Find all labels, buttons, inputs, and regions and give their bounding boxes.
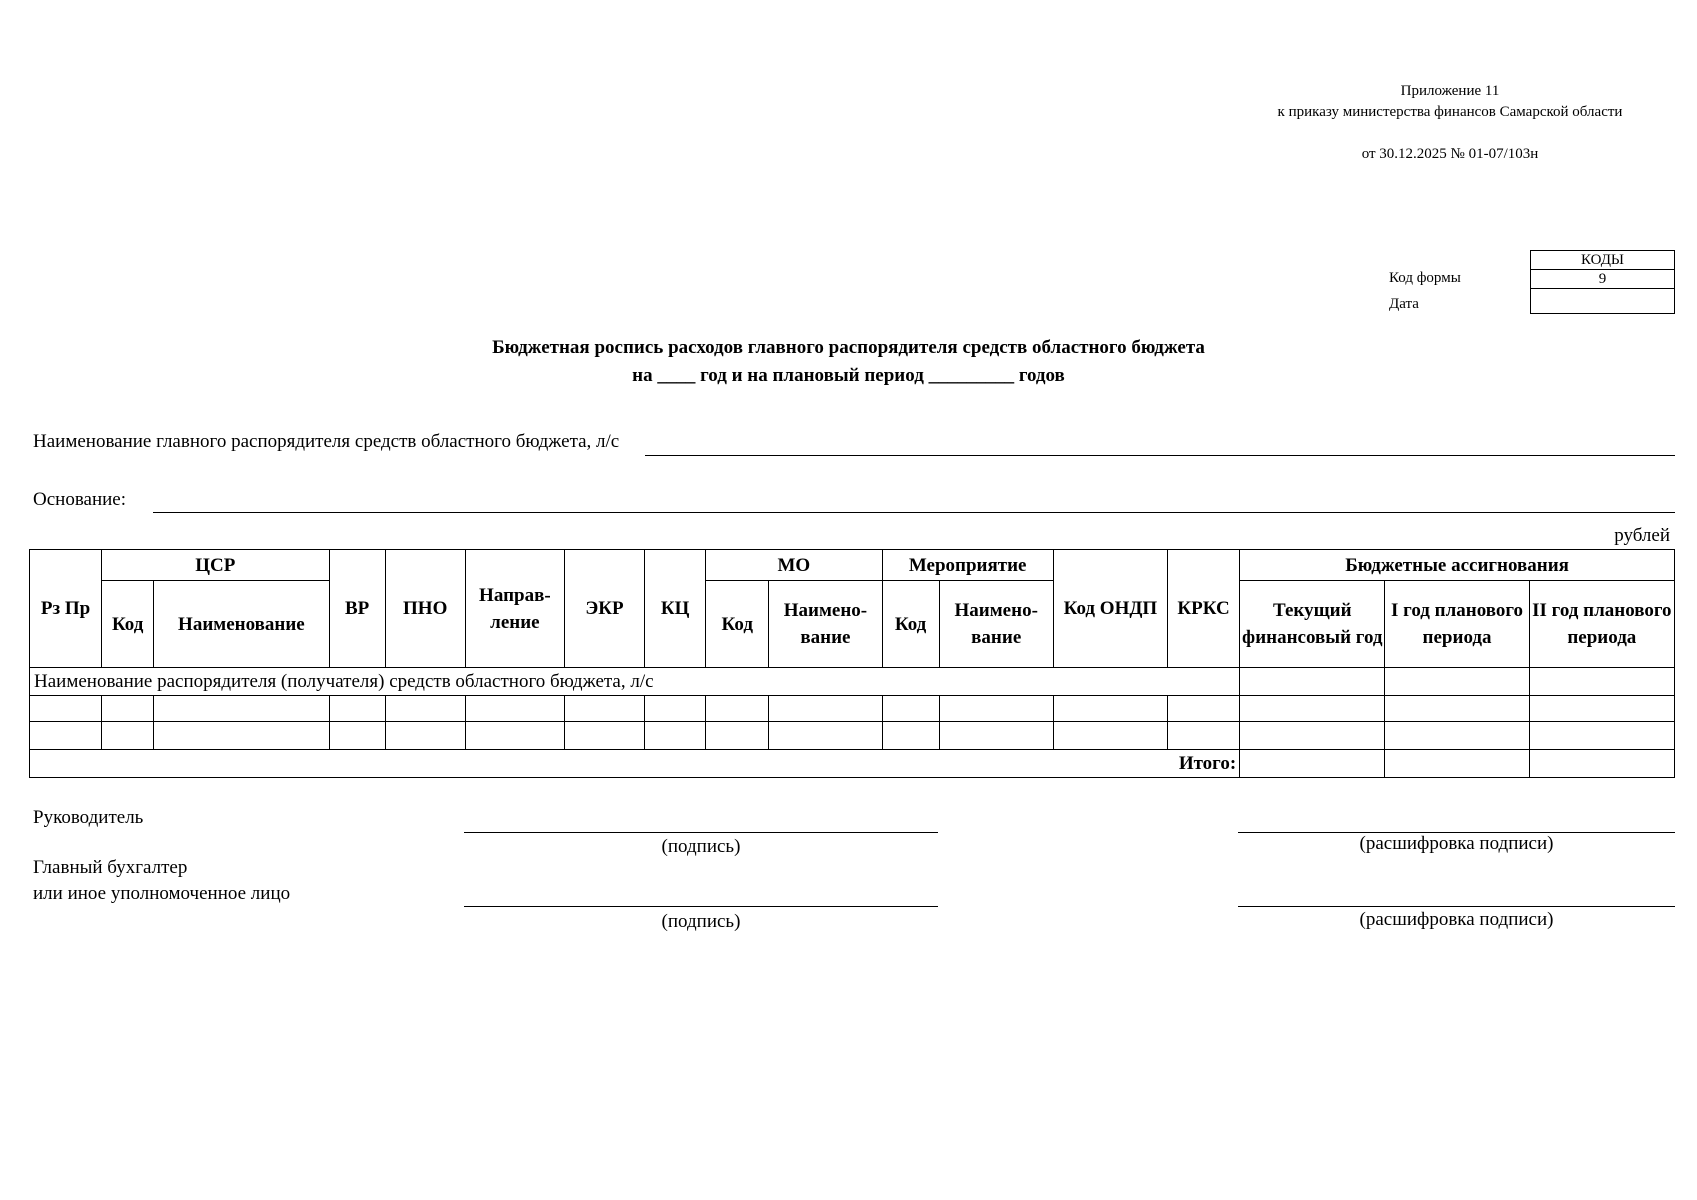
table-cell[interactable] bbox=[1240, 696, 1385, 722]
total-row bbox=[30, 750, 1675, 778]
accountant-signature-caption: (подпись) bbox=[661, 911, 741, 932]
col-ondp: Код ОНДП bbox=[1053, 550, 1167, 668]
table-cell[interactable] bbox=[465, 696, 564, 722]
table-cell[interactable] bbox=[882, 696, 939, 722]
manager-name-label: Наименование главного распорядителя средств областного бюджета, л/с bbox=[33, 431, 620, 452]
chief-accountant-label: Главный бухгалтер bbox=[33, 857, 188, 878]
order-date: от 30.12.2025 № 01-07/103н bbox=[1361, 146, 1539, 162]
table-cell[interactable] bbox=[30, 722, 102, 750]
accountant-decoding-line[interactable] bbox=[1238, 890, 1675, 907]
table-cell[interactable] bbox=[645, 722, 706, 750]
col-event-name: Наимено-вание bbox=[939, 581, 1053, 668]
col-csr-code: Код bbox=[102, 581, 154, 668]
appendix-label: Приложение 11 bbox=[1400, 83, 1500, 99]
table-cell[interactable] bbox=[939, 696, 1053, 722]
head-signature-caption: (подпись) bbox=[661, 836, 741, 857]
col-event-code: Код bbox=[882, 581, 939, 668]
col-vr: ВР bbox=[329, 550, 385, 668]
col-rz-pr: Рз Пр bbox=[30, 550, 102, 668]
document-title-line2: на ____ год и на плановый период _________ годов bbox=[632, 365, 1065, 386]
col-budget: Бюджетные ассигнования bbox=[1240, 550, 1675, 581]
total-plan-year1[interactable] bbox=[1385, 750, 1529, 778]
col-event: Мероприятие bbox=[882, 550, 1053, 581]
table-cell[interactable] bbox=[1529, 668, 1674, 696]
table-cell[interactable] bbox=[385, 696, 465, 722]
manager-name-field[interactable] bbox=[645, 440, 1675, 456]
col-csr-name: Наименование bbox=[154, 581, 329, 668]
table-cell[interactable] bbox=[706, 722, 769, 750]
date-label: Дата bbox=[1389, 296, 1419, 312]
table-cell[interactable] bbox=[102, 722, 154, 750]
total-label: Итого: bbox=[30, 750, 1240, 778]
codes-title: КОДЫ bbox=[1531, 251, 1675, 270]
col-plan-year1: I год планового периода bbox=[1385, 581, 1529, 668]
table-cell[interactable] bbox=[329, 696, 385, 722]
accountant-decoding-caption: (расшифровка подписи) bbox=[1359, 909, 1554, 930]
table-row bbox=[30, 696, 1675, 722]
form-code-value[interactable]: 9 bbox=[1531, 270, 1675, 289]
head-signature-line[interactable] bbox=[464, 816, 938, 833]
table-cell[interactable] bbox=[1385, 668, 1529, 696]
table-cell[interactable] bbox=[882, 722, 939, 750]
order-reference: к приказу министерства финансов Самарской области bbox=[1277, 104, 1623, 120]
table-cell[interactable] bbox=[1168, 696, 1240, 722]
table-cell[interactable] bbox=[1053, 696, 1167, 722]
table-cell[interactable] bbox=[1240, 722, 1385, 750]
col-kc: КЦ bbox=[645, 550, 706, 668]
basis-label: Основание: bbox=[33, 489, 127, 510]
table-cell[interactable] bbox=[769, 722, 882, 750]
col-plan-year2: II год планового периода bbox=[1529, 581, 1674, 668]
col-mo-name: Наимено-вание bbox=[769, 581, 882, 668]
table-cell[interactable] bbox=[706, 696, 769, 722]
recipient-row bbox=[30, 668, 1675, 696]
col-direction: Направ-ление bbox=[465, 550, 564, 668]
table-cell[interactable] bbox=[564, 722, 644, 750]
col-current-year: Текущий финансовый год bbox=[1240, 581, 1385, 668]
document-title-line1: Бюджетная роспись расходов главного распорядителя средств областного бюджета bbox=[492, 337, 1205, 358]
table-cell[interactable] bbox=[564, 696, 644, 722]
accountant-signature-line[interactable] bbox=[464, 890, 938, 907]
col-ekr: ЭКР bbox=[564, 550, 644, 668]
table-cell[interactable] bbox=[154, 722, 329, 750]
form-code-label: Код формы bbox=[1389, 270, 1461, 286]
head-label: Руководитель bbox=[33, 807, 144, 828]
codes-table bbox=[1530, 250, 1675, 314]
table-cell[interactable] bbox=[385, 722, 465, 750]
table-cell[interactable] bbox=[769, 696, 882, 722]
col-csr: ЦСР bbox=[102, 550, 329, 581]
col-pno: ПНО bbox=[385, 550, 465, 668]
col-krks: КРКС bbox=[1168, 550, 1240, 668]
table-cell[interactable] bbox=[30, 696, 102, 722]
table-cell[interactable] bbox=[1529, 722, 1674, 750]
basis-field[interactable] bbox=[153, 497, 1675, 513]
table-row bbox=[30, 722, 1675, 750]
table-cell[interactable] bbox=[154, 696, 329, 722]
table-cell[interactable] bbox=[1385, 696, 1529, 722]
total-current-year[interactable] bbox=[1240, 750, 1385, 778]
recipient-label: Наименование распорядителя (получателя) средств областного бюджета, л/с bbox=[30, 668, 1240, 696]
date-value[interactable] bbox=[1531, 289, 1675, 314]
budget-table bbox=[29, 549, 1675, 778]
currency-label: рублей bbox=[1614, 525, 1670, 546]
table-cell[interactable] bbox=[645, 696, 706, 722]
col-mo-code: Код bbox=[706, 581, 769, 668]
table-cell[interactable] bbox=[329, 722, 385, 750]
table-cell[interactable] bbox=[465, 722, 564, 750]
head-decoding-line[interactable] bbox=[1238, 816, 1675, 833]
authorized-person-label: или иное уполномоченное лицо bbox=[33, 883, 291, 904]
table-cell[interactable] bbox=[102, 696, 154, 722]
table-cell[interactable] bbox=[1529, 696, 1674, 722]
table-cell[interactable] bbox=[1168, 722, 1240, 750]
table-cell[interactable] bbox=[939, 722, 1053, 750]
head-decoding-caption: (расшифровка подписи) bbox=[1359, 833, 1554, 854]
col-mo: МО bbox=[706, 550, 882, 581]
table-cell[interactable] bbox=[1385, 722, 1529, 750]
table-cell[interactable] bbox=[1053, 722, 1167, 750]
total-plan-year2[interactable] bbox=[1529, 750, 1674, 778]
table-cell[interactable] bbox=[1240, 668, 1385, 696]
